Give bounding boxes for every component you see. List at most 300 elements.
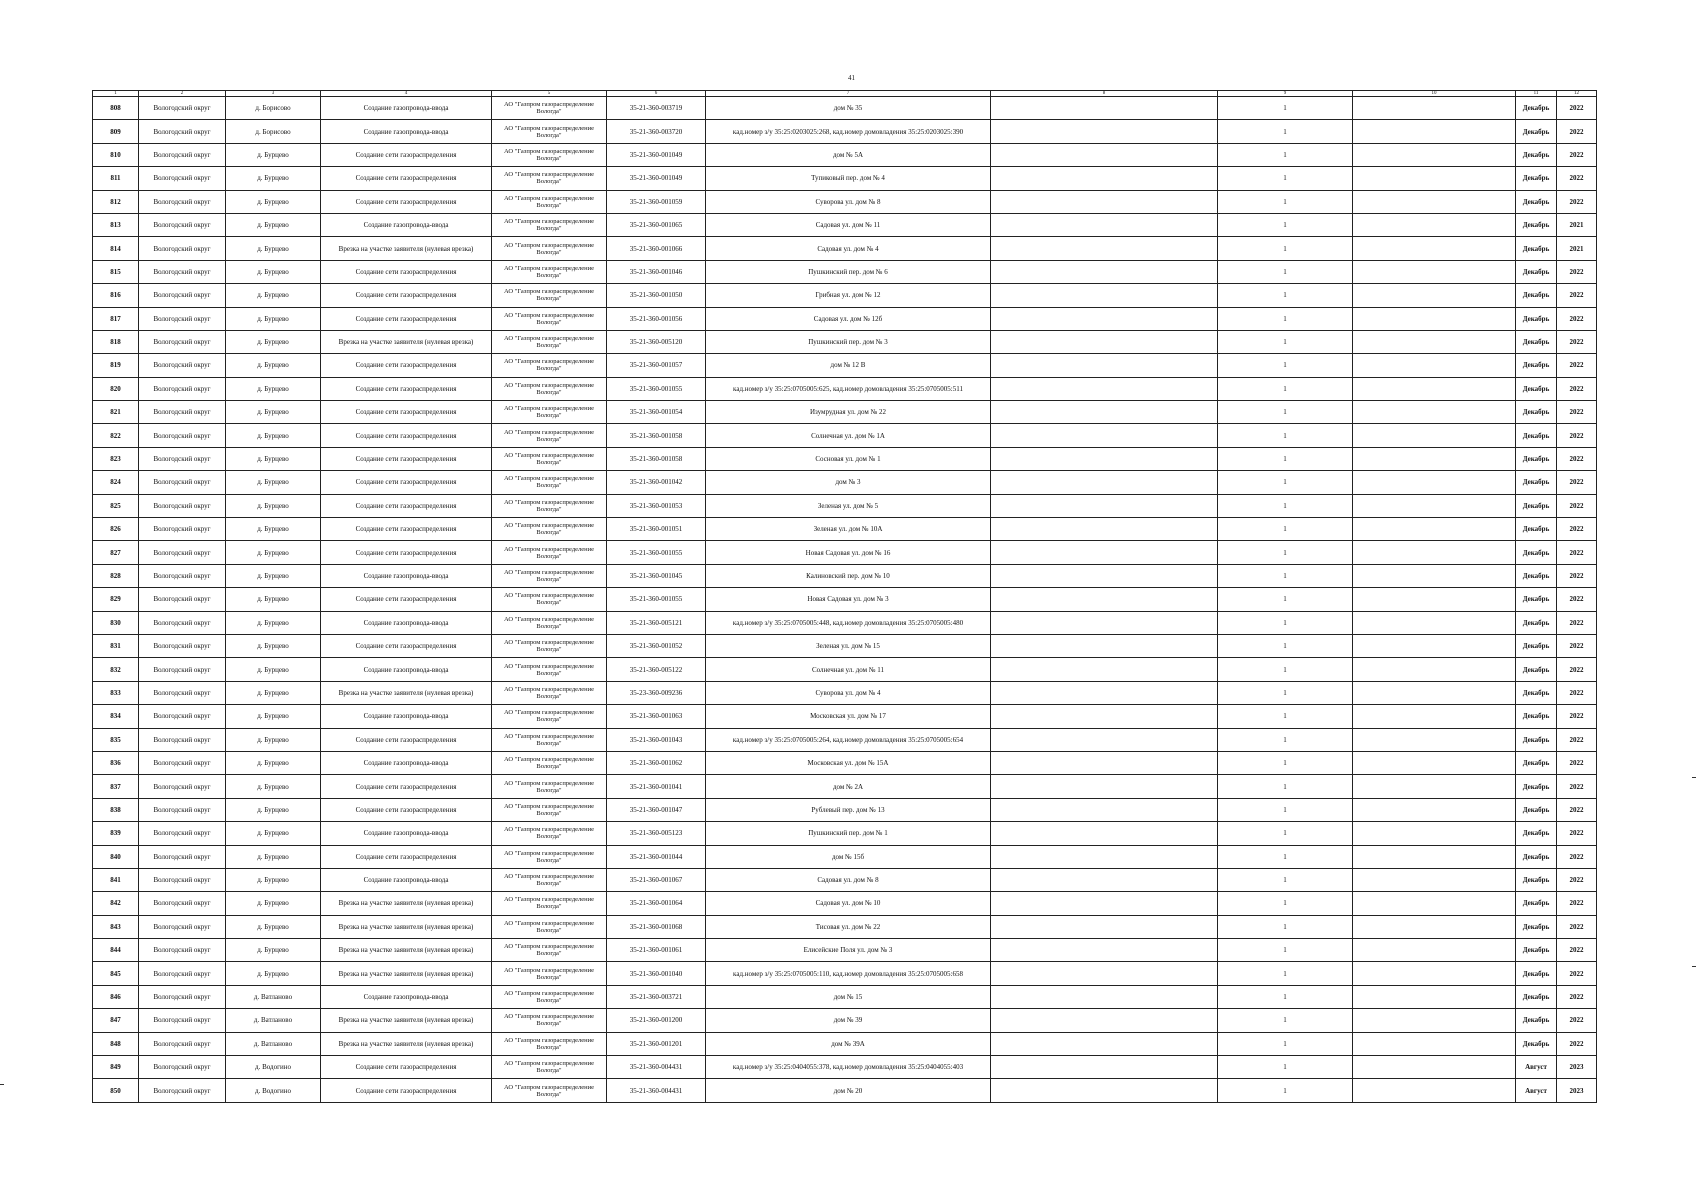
organization-cell: АО "Газпром газораспределение Вологда" <box>492 97 607 120</box>
year-cell: 2022 <box>1557 330 1597 353</box>
settlement-cell: д. Бурцево <box>226 401 321 424</box>
row-number-cell: 821 <box>93 401 139 424</box>
row-number-cell: 847 <box>93 1009 139 1032</box>
application-number-cell: 35-21-360-004431 <box>607 1079 706 1102</box>
table-row <box>93 658 1597 681</box>
quantity-cell: 1 <box>1218 213 1353 236</box>
table-row <box>93 354 1597 377</box>
month-cell: Декабрь <box>1516 962 1557 985</box>
organization-cell: АО "Газпром газораспределение Вологда" <box>492 939 607 962</box>
application-number-cell: 35-21-360-001043 <box>607 728 706 751</box>
address-cell: дом № 35 <box>706 97 991 120</box>
district-cell: Вологодский округ <box>139 915 226 938</box>
extra-cell <box>1353 213 1516 236</box>
address-cell: дом № 3 <box>706 471 991 494</box>
month-cell: Декабрь <box>1516 424 1557 447</box>
settlement-cell: д. Бурцево <box>226 751 321 774</box>
month-cell: Декабрь <box>1516 447 1557 470</box>
work-type-cell: Врезка на участке заявителя (нулевая врезка) <box>321 962 492 985</box>
month-cell: Декабрь <box>1516 518 1557 541</box>
address-cell: Садовая ул. дом № 4 <box>706 237 991 260</box>
address-cell: Изумрудная ул. дом № 22 <box>706 401 991 424</box>
table-row <box>93 97 1597 120</box>
row-number-cell: 819 <box>93 354 139 377</box>
settlement-cell: д. Водогино <box>226 1079 321 1102</box>
table-row <box>93 541 1597 564</box>
quantity-cell: 1 <box>1218 611 1353 634</box>
row-number-cell: 820 <box>93 377 139 400</box>
note-cell <box>991 1079 1218 1102</box>
quantity-cell: 1 <box>1218 190 1353 213</box>
settlement-cell: д. Бурцево <box>226 330 321 353</box>
address-cell: Зеленая ул. дом № 5 <box>706 494 991 517</box>
address-cell: Тупиковый пер. дом № 4 <box>706 167 991 190</box>
column-number-12: 12 <box>1557 91 1597 97</box>
month-cell: Август <box>1516 1056 1557 1079</box>
extra-cell <box>1353 588 1516 611</box>
quantity-cell: 1 <box>1218 868 1353 891</box>
year-cell: 2022 <box>1557 377 1597 400</box>
month-cell: Декабрь <box>1516 822 1557 845</box>
address-cell: Зеленая ул. дом № 15 <box>706 634 991 657</box>
note-cell <box>991 541 1218 564</box>
address-cell: дом № 5А <box>706 143 991 166</box>
note-cell <box>991 518 1218 541</box>
application-number-cell: 35-21-360-005120 <box>607 330 706 353</box>
table-row <box>93 518 1597 541</box>
month-cell: Декабрь <box>1516 190 1557 213</box>
settlement-cell: д. Бурцево <box>226 634 321 657</box>
work-type-cell: Создание сети газораспределения <box>321 845 492 868</box>
settlement-cell: д. Бурцево <box>226 541 321 564</box>
district-cell: Вологодский округ <box>139 1009 226 1032</box>
month-cell: Декабрь <box>1516 728 1557 751</box>
organization-cell: АО "Газпром газораспределение Вологда" <box>492 705 607 728</box>
note-cell <box>991 845 1218 868</box>
work-type-cell: Врезка на участке заявителя (нулевая врезка) <box>321 892 492 915</box>
settlement-cell: д. Бурцево <box>226 564 321 587</box>
column-number-6: 6 <box>607 91 706 97</box>
settlement-cell: д. Бурцево <box>226 798 321 821</box>
application-number-cell: 35-21-360-003720 <box>607 120 706 143</box>
table-row <box>93 588 1597 611</box>
note-cell <box>991 143 1218 166</box>
month-cell: Декабрь <box>1516 330 1557 353</box>
district-cell: Вологодский округ <box>139 751 226 774</box>
work-type-cell: Создание сети газораспределения <box>321 284 492 307</box>
application-number-cell: 35-21-360-001053 <box>607 494 706 517</box>
table-row <box>93 1079 1597 1102</box>
address-cell: дом № 20 <box>706 1079 991 1102</box>
year-cell: 2022 <box>1557 307 1597 330</box>
row-number-cell: 815 <box>93 260 139 283</box>
row-number-cell: 814 <box>93 237 139 260</box>
address-cell: кад.номер з/у 35:25:0203025:268, кад.номер домовладения 35:25:0203025:390 <box>706 120 991 143</box>
quantity-cell: 1 <box>1218 681 1353 704</box>
month-cell: Декабрь <box>1516 985 1557 1008</box>
quantity-cell: 1 <box>1218 1056 1353 1079</box>
application-number-cell: 35-21-360-001055 <box>607 588 706 611</box>
quantity-cell: 1 <box>1218 377 1353 400</box>
organization-cell: АО "Газпром газораспределение Вологда" <box>492 775 607 798</box>
extra-cell <box>1353 915 1516 938</box>
address-cell: кад.номер з/у 35:25:0705005:448, кад.номер домовладения 35:25:0705005:480 <box>706 611 991 634</box>
district-cell: Вологодский округ <box>139 284 226 307</box>
quantity-cell: 1 <box>1218 401 1353 424</box>
organization-cell: АО "Газпром газораспределение Вологда" <box>492 588 607 611</box>
application-number-cell: 35-21-360-001059 <box>607 190 706 213</box>
settlement-cell: д. Бурцево <box>226 728 321 751</box>
row-number-cell: 827 <box>93 541 139 564</box>
organization-cell: АО "Газпром газораспределение Вологда" <box>492 330 607 353</box>
work-type-cell: Врезка на участке заявителя (нулевая врезка) <box>321 1009 492 1032</box>
settlement-cell: д. Бурцево <box>226 494 321 517</box>
table-row <box>93 939 1597 962</box>
district-cell: Вологодский округ <box>139 471 226 494</box>
table-row <box>93 634 1597 657</box>
year-cell: 2022 <box>1557 120 1597 143</box>
note-cell <box>991 751 1218 774</box>
year-cell: 2022 <box>1557 728 1597 751</box>
application-number-cell: 35-21-360-001068 <box>607 915 706 938</box>
quantity-cell: 1 <box>1218 634 1353 657</box>
district-cell: Вологодский округ <box>139 681 226 704</box>
row-number-cell: 826 <box>93 518 139 541</box>
work-type-cell: Создание сети газораспределения <box>321 1056 492 1079</box>
month-cell: Декабрь <box>1516 681 1557 704</box>
row-number-cell: 817 <box>93 307 139 330</box>
month-cell: Декабрь <box>1516 588 1557 611</box>
work-type-cell: Создание газопровода-ввода <box>321 658 492 681</box>
district-cell: Вологодский округ <box>139 985 226 1008</box>
table-body <box>93 97 1597 1103</box>
settlement-cell: д. Борисово <box>226 97 321 120</box>
settlement-cell: д. Бурцево <box>226 962 321 985</box>
district-cell: Вологодский округ <box>139 1032 226 1055</box>
note-cell <box>991 1056 1218 1079</box>
extra-cell <box>1353 751 1516 774</box>
organization-cell: АО "Газпром газораспределение Вологда" <box>492 564 607 587</box>
row-number-cell: 845 <box>93 962 139 985</box>
note-cell <box>991 190 1218 213</box>
work-type-cell: Создание сети газораспределения <box>321 541 492 564</box>
note-cell <box>991 284 1218 307</box>
year-cell: 2023 <box>1557 1056 1597 1079</box>
application-number-cell: 35-21-360-004431 <box>607 1056 706 1079</box>
year-cell: 2022 <box>1557 564 1597 587</box>
column-number-3: 3 <box>226 91 321 97</box>
note-cell <box>991 330 1218 353</box>
extra-cell <box>1353 143 1516 166</box>
organization-cell: АО "Газпром газораспределение Вологда" <box>492 1079 607 1102</box>
district-cell: Вологодский округ <box>139 728 226 751</box>
extra-cell <box>1353 681 1516 704</box>
year-cell: 2022 <box>1557 471 1597 494</box>
row-number-cell: 810 <box>93 143 139 166</box>
quantity-cell: 1 <box>1218 120 1353 143</box>
application-number-cell: 35-21-360-003719 <box>607 97 706 120</box>
table-row <box>93 868 1597 891</box>
work-type-cell: Создание сети газораспределения <box>321 1079 492 1102</box>
district-cell: Вологодский округ <box>139 494 226 517</box>
year-cell: 2022 <box>1557 751 1597 774</box>
row-number-cell: 830 <box>93 611 139 634</box>
table-row <box>93 260 1597 283</box>
district-cell: Вологодский округ <box>139 634 226 657</box>
settlement-cell: д. Бурцево <box>226 939 321 962</box>
column-number-4: 4 <box>321 91 492 97</box>
note-cell <box>991 658 1218 681</box>
application-number-cell: 35-21-360-001054 <box>607 401 706 424</box>
table-row <box>93 822 1597 845</box>
organization-cell: АО "Газпром газораспределение Вологда" <box>492 868 607 891</box>
quantity-cell: 1 <box>1218 775 1353 798</box>
extra-cell <box>1353 1032 1516 1055</box>
note-cell <box>991 611 1218 634</box>
note-cell <box>991 1009 1218 1032</box>
row-number-cell: 842 <box>93 892 139 915</box>
address-cell: дом № 15 <box>706 985 991 1008</box>
note-cell <box>991 354 1218 377</box>
month-cell: Декабрь <box>1516 1009 1557 1032</box>
work-type-cell: Создание сети газораспределения <box>321 377 492 400</box>
settlement-cell: д. Бурцево <box>226 167 321 190</box>
extra-cell <box>1353 892 1516 915</box>
organization-cell: АО "Газпром газораспределение Вологда" <box>492 354 607 377</box>
row-number-cell: 850 <box>93 1079 139 1102</box>
table-row <box>93 962 1597 985</box>
district-cell: Вологодский округ <box>139 658 226 681</box>
row-number-cell: 841 <box>93 868 139 891</box>
organization-cell: АО "Газпром газораспределение Вологда" <box>492 658 607 681</box>
settlement-cell: д. Водогино <box>226 1056 321 1079</box>
row-number-cell: 813 <box>93 213 139 236</box>
year-cell: 2022 <box>1557 284 1597 307</box>
column-number-10: 10 <box>1353 91 1516 97</box>
work-type-cell: Создание газопровода-ввода <box>321 564 492 587</box>
quantity-cell: 1 <box>1218 167 1353 190</box>
settlement-cell: д. Бурцево <box>226 260 321 283</box>
row-number-cell: 848 <box>93 1032 139 1055</box>
district-cell: Вологодский округ <box>139 401 226 424</box>
extra-cell <box>1353 330 1516 353</box>
row-number-cell: 834 <box>93 705 139 728</box>
table-row <box>93 564 1597 587</box>
note-cell <box>991 260 1218 283</box>
address-cell: дом № 39А <box>706 1032 991 1055</box>
month-cell: Декабрь <box>1516 915 1557 938</box>
work-type-cell: Врезка на участке заявителя (нулевая врезка) <box>321 1032 492 1055</box>
settlement-cell: д. Бурцево <box>226 447 321 470</box>
note-cell <box>991 120 1218 143</box>
month-cell: Декабрь <box>1516 284 1557 307</box>
work-type-cell: Создание сети газораспределения <box>321 775 492 798</box>
extra-cell <box>1353 1079 1516 1102</box>
table-row <box>93 728 1597 751</box>
month-cell: Декабрь <box>1516 775 1557 798</box>
application-number-cell: 35-21-360-001200 <box>607 1009 706 1032</box>
quantity-cell: 1 <box>1218 564 1353 587</box>
year-cell: 2022 <box>1557 962 1597 985</box>
settlement-cell: д. Бурцево <box>226 284 321 307</box>
organization-cell: АО "Газпром газораспределение Вологда" <box>492 494 607 517</box>
note-cell <box>991 588 1218 611</box>
row-number-cell: 844 <box>93 939 139 962</box>
organization-cell: АО "Газпром газораспределение Вологда" <box>492 471 607 494</box>
table-row <box>93 213 1597 236</box>
page-number: 41 <box>848 74 855 82</box>
quantity-cell: 1 <box>1218 1032 1353 1055</box>
settlement-cell: д. Бурцево <box>226 868 321 891</box>
settlement-cell: д. Ватланово <box>226 985 321 1008</box>
month-cell: Декабрь <box>1516 120 1557 143</box>
table-row <box>93 915 1597 938</box>
month-cell: Декабрь <box>1516 868 1557 891</box>
note-cell <box>991 939 1218 962</box>
year-cell: 2022 <box>1557 518 1597 541</box>
note-cell <box>991 775 1218 798</box>
quantity-cell: 1 <box>1218 330 1353 353</box>
quantity-cell: 1 <box>1218 962 1353 985</box>
address-cell: Новая Садовая ул. дом № 16 <box>706 541 991 564</box>
quantity-cell: 1 <box>1218 705 1353 728</box>
work-type-cell: Создание сети газораспределения <box>321 190 492 213</box>
note-cell <box>991 377 1218 400</box>
row-number-cell: 846 <box>93 985 139 1008</box>
work-type-cell: Создание газопровода-ввода <box>321 985 492 1008</box>
month-cell: Декабрь <box>1516 845 1557 868</box>
application-number-cell: 35-21-360-001201 <box>607 1032 706 1055</box>
table-row <box>93 1009 1597 1032</box>
extra-cell <box>1353 284 1516 307</box>
address-cell: Солнечная ул. дом № 1А <box>706 424 991 447</box>
organization-cell: АО "Газпром газораспределение Вологда" <box>492 985 607 1008</box>
quantity-cell: 1 <box>1218 939 1353 962</box>
address-cell: Солнечная ул. дом № 11 <box>706 658 991 681</box>
month-cell: Декабрь <box>1516 167 1557 190</box>
settlement-cell: д. Бурцево <box>226 307 321 330</box>
table-row <box>93 681 1597 704</box>
work-type-cell: Создание сети газораспределения <box>321 424 492 447</box>
extra-cell <box>1353 494 1516 517</box>
address-cell: Садовая ул. дом № 12б <box>706 307 991 330</box>
work-type-cell: Создание сети газораспределения <box>321 307 492 330</box>
quantity-cell: 1 <box>1218 518 1353 541</box>
year-cell: 2022 <box>1557 775 1597 798</box>
year-cell: 2022 <box>1557 354 1597 377</box>
organization-cell: АО "Газпром газораспределение Вологда" <box>492 915 607 938</box>
settlement-cell: д. Бурцево <box>226 354 321 377</box>
row-number-cell: 833 <box>93 681 139 704</box>
row-number-cell: 811 <box>93 167 139 190</box>
table-row <box>93 611 1597 634</box>
row-number-cell: 838 <box>93 798 139 821</box>
note-cell <box>991 868 1218 891</box>
settlement-cell: д. Бурцево <box>226 377 321 400</box>
application-number-cell: 35-21-360-001044 <box>607 845 706 868</box>
application-number-cell: 35-21-360-001042 <box>607 471 706 494</box>
table-row <box>93 330 1597 353</box>
work-type-cell: Создание сети газораспределения <box>321 728 492 751</box>
row-number-cell: 837 <box>93 775 139 798</box>
organization-cell: АО "Газпром газораспределение Вологда" <box>492 447 607 470</box>
district-cell: Вологодский округ <box>139 1056 226 1079</box>
month-cell: Декабрь <box>1516 634 1557 657</box>
district-cell: Вологодский округ <box>139 798 226 821</box>
organization-cell: АО "Газпром газораспределение Вологда" <box>492 1009 607 1032</box>
work-type-cell: Создание газопровода-ввода <box>321 97 492 120</box>
extra-cell <box>1353 401 1516 424</box>
quantity-cell: 1 <box>1218 588 1353 611</box>
work-type-cell: Врезка на участке заявителя (нулевая врезка) <box>321 939 492 962</box>
note-cell <box>991 915 1218 938</box>
quantity-cell: 1 <box>1218 307 1353 330</box>
extra-cell <box>1353 471 1516 494</box>
month-cell: Декабрь <box>1516 705 1557 728</box>
month-cell: Декабрь <box>1516 260 1557 283</box>
address-cell: Садовая ул. дом № 11 <box>706 213 991 236</box>
table-row <box>93 705 1597 728</box>
month-cell: Декабрь <box>1516 751 1557 774</box>
year-cell: 2022 <box>1557 892 1597 915</box>
settlement-cell: д. Бурцево <box>226 471 321 494</box>
address-cell: Пушкинский пер. дом № 1 <box>706 822 991 845</box>
table-row <box>93 284 1597 307</box>
table-row <box>93 237 1597 260</box>
settlement-cell: д. Бурцево <box>226 611 321 634</box>
settlement-cell: д. Бурцево <box>226 775 321 798</box>
work-type-cell: Создание сети газораспределения <box>321 401 492 424</box>
month-cell: Декабрь <box>1516 354 1557 377</box>
settlement-cell: д. Бурцево <box>226 213 321 236</box>
note-cell <box>991 681 1218 704</box>
note-cell <box>991 822 1218 845</box>
year-cell: 2022 <box>1557 868 1597 891</box>
address-cell: кад.номер з/у 35:25:0404055:378, кад.номер домовладения 35:25:0404055:403 <box>706 1056 991 1079</box>
address-cell: Московская ул. дом № 17 <box>706 705 991 728</box>
address-cell: Тисовая ул. дом № 22 <box>706 915 991 938</box>
year-cell: 2022 <box>1557 167 1597 190</box>
table-row <box>93 798 1597 821</box>
table-row <box>93 494 1597 517</box>
application-number-cell: 35-21-360-001065 <box>607 213 706 236</box>
district-cell: Вологодский округ <box>139 775 226 798</box>
work-type-cell: Создание сети газораспределения <box>321 494 492 517</box>
address-cell: Сосновая ул. дом № 1 <box>706 447 991 470</box>
application-number-cell: 35-21-360-001055 <box>607 541 706 564</box>
year-cell: 2022 <box>1557 424 1597 447</box>
address-cell: кад.номер з/у 35:25:0705005:625, кад.номер домовладения 35:25:0705005:511 <box>706 377 991 400</box>
note-cell <box>991 424 1218 447</box>
application-number-cell: 35-21-360-001051 <box>607 518 706 541</box>
extra-cell <box>1353 1009 1516 1032</box>
table-row <box>93 892 1597 915</box>
extra-cell <box>1353 307 1516 330</box>
address-cell: Елисейские Поля ул. дом № 3 <box>706 939 991 962</box>
district-cell: Вологодский округ <box>139 939 226 962</box>
address-cell: Садовая ул. дом № 8 <box>706 868 991 891</box>
application-number-cell: 35-21-360-001066 <box>607 237 706 260</box>
year-cell: 2022 <box>1557 705 1597 728</box>
quantity-cell: 1 <box>1218 424 1353 447</box>
table-row <box>93 190 1597 213</box>
year-cell: 2022 <box>1557 611 1597 634</box>
organization-cell: АО "Газпром газораспределение Вологда" <box>492 167 607 190</box>
organization-cell: АО "Газпром газораспределение Вологда" <box>492 822 607 845</box>
quantity-cell: 1 <box>1218 471 1353 494</box>
work-type-cell: Создание сети газораспределения <box>321 588 492 611</box>
year-cell: 2022 <box>1557 260 1597 283</box>
